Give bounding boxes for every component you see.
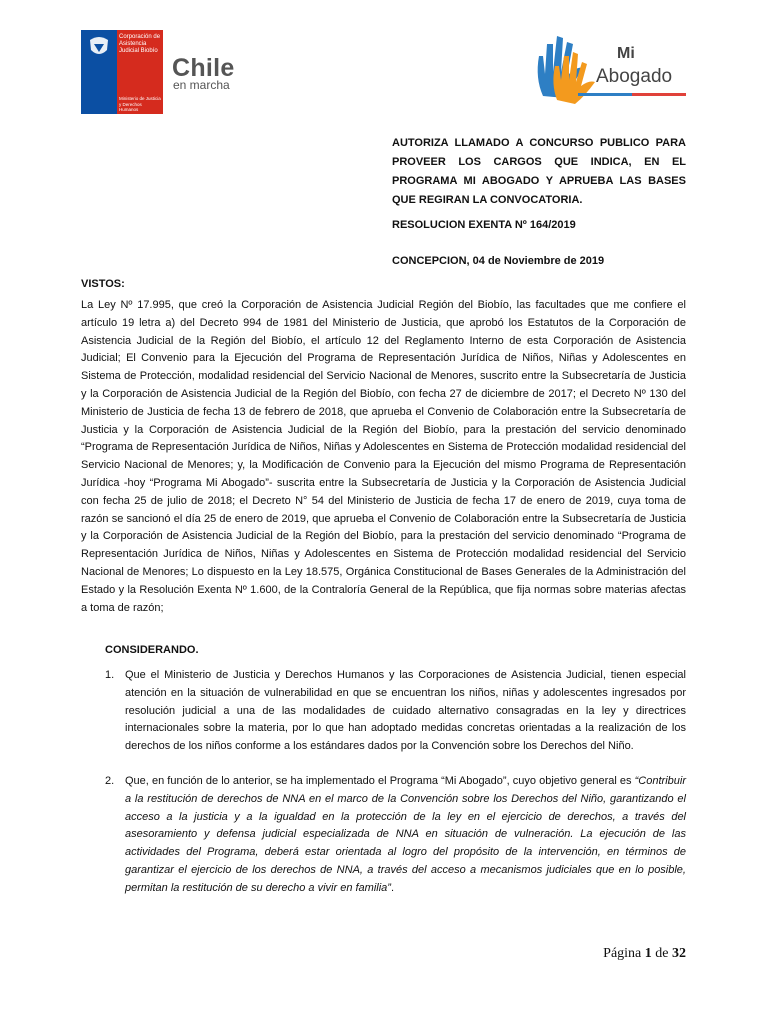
vistos-paragraph: La Ley Nº 17.995, que creó la Corporación de Asistencia Judicial Región del Biobío, las facultades que me confiere el artículo 19 letra a) del Decreto 994 de 1981 del Ministerio de Justicia, que aprobó los Estatutos de la Corporación de Asistencia Judicial de la Región del Biobío, el artículo 12 del Reglamento Interno de esta Corporación de Asistencia Judicial; El Convenio para la Ejecución del Programa de Representación Jurídica de Niños, Niñas y Adolescentes en Sistema de Protección, modalidad residencial del Servicio Nacional de Menores, suscrito entre la Subsecretaría de Justicia y la Corporación de Asistencia Judicial de la Región del Biobío, con fecha 27 de diciembre de 2017; el Decreto Nº 130 del Ministerio de Justicia de fecha 13 de febrero de 2018, que aprueba el Convenio de Colaboración entre la Subsecretaría de Justicia y la Corporación de Asistencia Judicial de la Región del Biobío, para la prestación del servicio denominado “Programa de Representación Jurídica de Niños, Niñas y Adolescentes en Sistema de Protección modalidad residencial del Servicio Nacional de Menores; y, la Modificación de Convenio para la Ejecución del mismo Programa de Representación Jurídica -hoy “Programa Mi Abogado”- suscrita entre la Subsecretaría de Justicia y la Corporación de Asistencia Judicial con fecha 25 de julio de 2018; el Decreto N° 54 del Ministerio de Justicia de fecha 17 de enero de 2019, cuya toma de razón se sancionó el día 25 de enero de 2019, que aprueba el Convenio de Colaboración entre la Subsecretaría de Justicia y la Corporación de Asistencia Judicial de la Región del Biobío, para la prestación del servicio denominado “Programa de Representación Jurídica de Niños, Niñas y Adolescentes en Sistema de Protección modalidad residencial del Servicio Nacional de Menores; Lo dispuesto en la Ley 18.575, Orgánica Constitucional de Bases Generales de la Administración del Estado y la Resolución Exenta Nº 1.600, de la Contraloría General de la República, que fija normas sobre materias afectas a toma de razón;: [81, 299, 686, 614]
considerando-item-2: [105, 773, 686, 898]
total-pages: 32: [672, 946, 686, 961]
current-page: 1: [644, 946, 652, 961]
considerando-item-1: [105, 667, 686, 756]
gov-logo-text: Corporación de Asistencia Judicial Biobío: [119, 34, 161, 54]
chile-en-marcha-logo: [172, 55, 235, 92]
item-text: Que el Ministerio de Justicia y Derechos Humanos y las Corporaciones de Asistencia Judicial, tienen especial atención en la situación de vulnerabilidad en que se encuentran los niños, niñas y adolescentes ingresados por resolución judicial a una de las modalidades de cuidado alternativo consagradas en la ley y directrices internacionales sobre la materia, por lo que han adoptado medidas concretas orientadas a la realización de los derechos de los niños conforme a los estándares dados por la Convención sobre los Derechos del Niño.: [125, 669, 686, 753]
mi-word: Mi: [617, 45, 635, 62]
place-date: CONCEPCION, 04 de Noviembre de 2019: [392, 255, 605, 267]
logo-underline: [578, 92, 686, 98]
considerando-heading: CONSIDERANDO.: [105, 644, 199, 656]
abogado-word: Abogado: [596, 66, 673, 87]
chile-sub: en marcha: [173, 78, 230, 92]
item-text-intro: Que, en función de lo anterior, se ha implementado el Programa “Mi Abogado”, cuyo objetivo general es: [125, 775, 635, 787]
de-label: de: [655, 946, 669, 961]
item-number: 2.: [105, 775, 115, 787]
document-title: AUTORIZA LLAMADO A CONCURSO PUBLICO PARA PROVEER LOS CARGOS QUE INDICA, EN EL PROGRAMA MI ABOGADO Y APRUEBA LAS BASES QUE REGIRAN LA CONVOCATORIA.: [392, 137, 686, 206]
item-text: [125, 773, 686, 898]
coat-of-arms-icon: [86, 34, 112, 58]
government-logo: [81, 30, 163, 114]
item-text-end: .: [390, 881, 395, 894]
vistos-heading: VISTOS:: [81, 278, 125, 290]
gov-logo-subtext: Ministerio de Justicia y Derechos Humanos: [119, 96, 161, 112]
item-text-quote: “Contribuir a la restitución de derechos de NNA en el marco de la Convención sobre los Derechos del Niño, garantizando el acceso a la justicia y a la igualdad en la protección de la ley en el ejercicio de derechos, a través del asesoramiento y defensa judicial especializada de NNA en situación de vulneración. La ejecución de las actividades del Programa, deberá estar orientada al logro del propósito de la intervención, en términos de garantizar el ejercicio de los derechos de NNA, a través del acceso a mecanismos judiciales que en lo posible, permitan la restitución de su derecho a vivir en familia”: [125, 775, 686, 894]
pagina-label: Página: [603, 946, 642, 961]
page-number: [603, 946, 686, 962]
item-number: 1.: [105, 669, 115, 681]
resolution-number: RESOLUCION EXENTA Nº 164/2019: [392, 219, 576, 231]
chile-word: Chile: [172, 54, 235, 82]
